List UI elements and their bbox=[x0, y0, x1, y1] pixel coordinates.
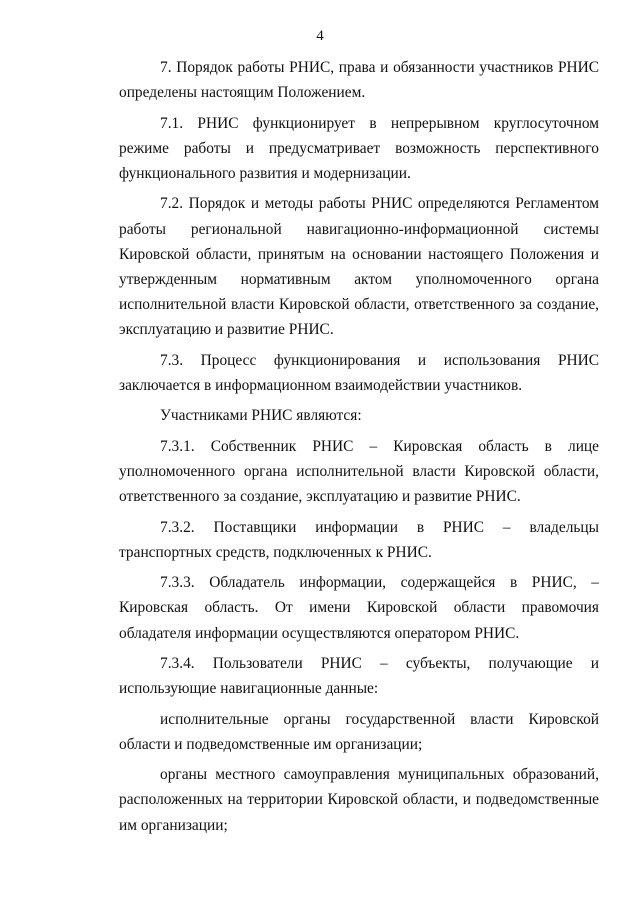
paragraph-7-1: 7.1. РНИС функционирует в непрерывном круглосуточном режиме работы и предусматривает возможность перспективного функционального развития и модернизации. bbox=[119, 114, 599, 182]
paragraph-7-2: 7.2. Порядок и методы работы РНИС определяются Регламентом работы региональной навигационно-информационной системы Кировской области, принятым на основании настоящего Положения и утвержденным нормативным актом уполномоченного органа исполнительной власти Кировской области, ответственного за создание, эксплуатацию и развитие РНИС. bbox=[119, 195, 599, 339]
document-body bbox=[119, 55, 599, 843]
list-item-local-government: органы местного самоуправления муниципальных образований, расположенных на территории Кировской области, и подведомственные им организации; bbox=[119, 766, 599, 834]
paragraph-7-3-1: 7.3.1. Собственник РНИС – Кировская область в лице уполномоченного органа исполнительной власти Кировской области, ответственного за создание, эксплуатацию и развитие РНИС. bbox=[119, 437, 599, 506]
paragraph-7-3-3: 7.3.3. Обладатель информации, содержащейся в РНИС, – Кировская область. От имени Кировской области правомочия обладателя информации осуществляются оператором РНИС. bbox=[119, 574, 599, 642]
page-number: 4 bbox=[316, 28, 324, 44]
paragraph-7-3-2: 7.3.2. Поставщики информации в РНИС – владельцы транспортных средств, подключенных к РНИС. bbox=[119, 518, 599, 561]
paragraph-7-3: 7.3. Процесс функционирования и использования РНИС заключается в информационном взаимодействии участников. bbox=[119, 351, 599, 394]
paragraph-7-3-4: 7.3.4. Пользователи РНИС – субъекты, получающие и использующие навигационные данные: bbox=[119, 654, 599, 698]
paragraph-7: 7. Порядок работы РНИС, права и обязанности участников РНИС определены настоящим Положением. bbox=[119, 59, 599, 102]
list-item-executive-bodies: исполнительные органы государственной власти Кировской области и подведомственные им организации; bbox=[119, 710, 599, 753]
paragraph-participants-intro: Участниками РНИС являются: bbox=[160, 407, 362, 425]
